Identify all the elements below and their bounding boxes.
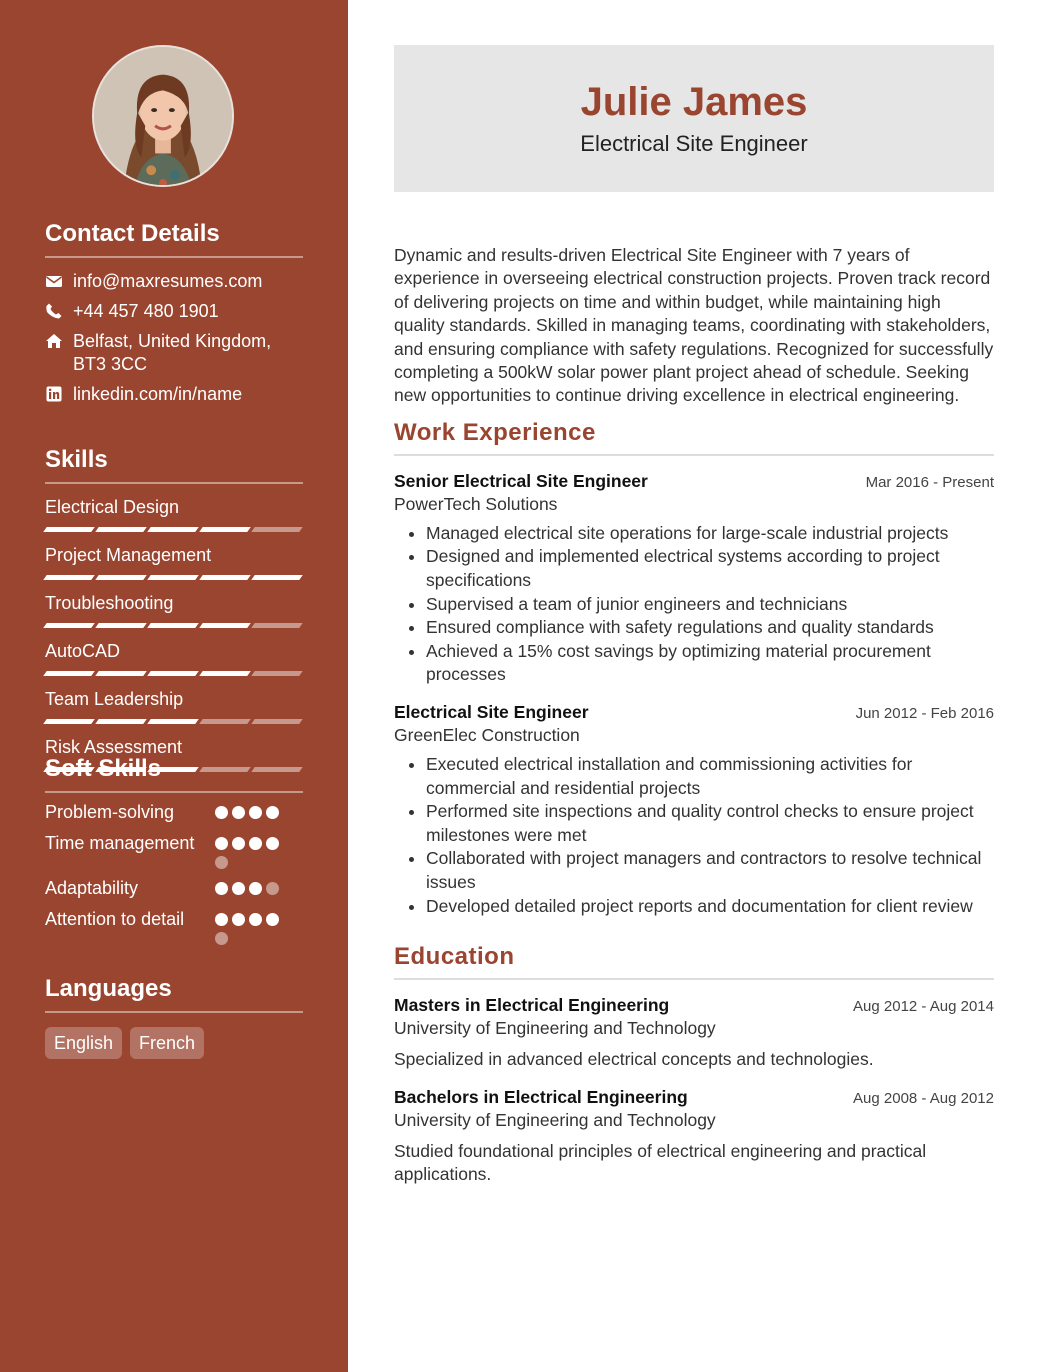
skill-item xyxy=(45,640,303,676)
soft-skill-name: Time management xyxy=(45,833,195,853)
avatar xyxy=(92,45,234,187)
skill-name: AutoCAD xyxy=(45,641,121,661)
education-section xyxy=(394,942,994,1186)
soft-skill-item xyxy=(45,877,303,900)
skill-level-segment xyxy=(95,575,147,580)
soft-skill-name: Attention to detail xyxy=(45,909,185,929)
skill-level-segment xyxy=(199,623,251,628)
work-entry xyxy=(394,701,994,918)
skill-name: Team Leadership xyxy=(45,689,184,709)
work-company: GreenElec Construction xyxy=(394,725,580,745)
skill-name: Project Management xyxy=(45,545,212,565)
work-position: Electrical Site Engineer xyxy=(394,702,589,722)
skill-level-segment xyxy=(43,623,95,628)
work-heading: Work Experience xyxy=(394,418,994,456)
skill-level-bar xyxy=(45,671,303,676)
soft-skill-rating xyxy=(215,832,287,869)
institution: University of Engineering and Technology xyxy=(394,1109,716,1130)
soft-skill-item xyxy=(45,832,303,869)
education-heading: Education xyxy=(394,942,994,980)
work-bullet: • Ensured compliance with safety regulations and quality standards xyxy=(426,616,994,640)
contact-linkedin[interactable] xyxy=(45,383,303,406)
skill-level-segment xyxy=(251,719,303,724)
skill-level-segment xyxy=(147,719,199,724)
skill-level-segment xyxy=(95,623,147,628)
work-entry xyxy=(394,470,994,687)
skill-level-segment xyxy=(199,527,251,532)
skill-level-segment xyxy=(43,527,95,532)
main-content xyxy=(394,45,994,1186)
home-icon xyxy=(45,332,63,350)
skill-item xyxy=(45,592,303,628)
institution: University of Engineering and Technology xyxy=(394,1018,716,1039)
language-tag: English xyxy=(45,1027,122,1059)
skill-level-segment xyxy=(251,575,303,580)
phone-icon xyxy=(45,302,63,320)
skill-item xyxy=(45,544,303,580)
rating-dot xyxy=(266,837,279,850)
skill-level-segment xyxy=(251,527,303,532)
skill-level-segment xyxy=(199,719,251,724)
soft-skills-section xyxy=(45,755,303,945)
rating-dot xyxy=(266,913,279,926)
profile-photo xyxy=(94,47,232,185)
skills-heading: Skills xyxy=(45,446,303,484)
contact-heading: Contact Details xyxy=(45,220,303,258)
rating-dot xyxy=(232,837,245,850)
skill-level-segment xyxy=(147,575,199,580)
skill-level-segment xyxy=(43,575,95,580)
work-entry-header xyxy=(394,470,994,493)
rating-dot xyxy=(266,882,279,895)
languages-heading: Languages xyxy=(45,975,303,1013)
education-dates: Aug 2012 - Aug 2014 xyxy=(853,998,994,1016)
contact-address xyxy=(45,330,303,376)
work-bullet: • Developed detailed project reports and documentation for client review xyxy=(426,895,994,919)
skill-level-segment xyxy=(147,527,199,532)
education-description: Studied foundational principles of electrical engineering and practical applications. xyxy=(394,1140,927,1184)
contact-phone-text: +44 457 480 1901 xyxy=(73,301,219,321)
skill-level-segment xyxy=(95,719,147,724)
degree: Bachelors in Electrical Engineering xyxy=(394,1086,688,1107)
soft-skill-item xyxy=(45,801,303,824)
skill-level-segment xyxy=(251,623,303,628)
education-entry-header xyxy=(394,994,994,1017)
language-tag: French xyxy=(130,1027,204,1059)
languages-section xyxy=(45,975,303,1059)
education-entry xyxy=(394,1086,994,1187)
envelope-icon xyxy=(45,272,63,290)
work-position: Senior Electrical Site Engineer xyxy=(394,470,648,491)
skill-level-bar xyxy=(45,623,303,628)
linkedin-icon xyxy=(45,385,63,403)
soft-skill-item xyxy=(45,908,303,945)
rating-dot xyxy=(249,837,262,850)
soft-skill-name: Problem-solving xyxy=(45,802,175,822)
rating-dot xyxy=(249,882,262,895)
skill-level-segment xyxy=(147,671,199,676)
education-description: Specialized in advanced electrical concepts and technologies. xyxy=(394,1049,874,1070)
contact-address-text: Belfast, United Kingdom, BT3 3CC xyxy=(73,331,272,374)
skill-level-segment xyxy=(43,671,95,676)
rating-dot xyxy=(232,882,245,895)
skill-level-segment xyxy=(95,527,147,532)
skill-level-segment xyxy=(199,671,251,676)
work-entry-header xyxy=(394,701,994,724)
skill-name: Risk Assessment xyxy=(45,737,183,757)
name-header xyxy=(394,45,994,192)
rating-dot xyxy=(249,913,262,926)
rating-dot xyxy=(215,837,228,850)
education-entry xyxy=(394,994,994,1071)
rating-dot xyxy=(215,856,228,869)
soft-skills-heading: Soft Skills xyxy=(45,755,303,793)
education-entry-header xyxy=(394,1086,994,1109)
rating-dot xyxy=(215,806,228,819)
skill-level-bar xyxy=(45,527,303,532)
contact-phone[interactable] xyxy=(45,300,303,323)
work-bullet: • Achieved a 15% cost savings by optimizing material procurement processes xyxy=(426,640,994,687)
work-dates: Jun 2012 - Feb 2016 xyxy=(855,705,994,722)
rating-dot xyxy=(232,913,245,926)
skill-level-segment xyxy=(251,671,303,676)
sidebar xyxy=(0,0,348,1372)
rating-dot xyxy=(266,806,279,819)
rating-dot xyxy=(215,913,228,926)
soft-skill-rating xyxy=(215,801,287,819)
skill-level-segment xyxy=(95,671,147,676)
skills-section xyxy=(45,446,303,772)
contact-email[interactable] xyxy=(45,270,303,293)
skill-name: Troubleshooting xyxy=(45,593,174,613)
skill-level-segment xyxy=(199,575,251,580)
degree: Masters in Electrical Engineering xyxy=(394,995,670,1016)
soft-skill-name: Adaptability xyxy=(45,878,139,898)
rating-dot xyxy=(249,806,262,819)
skill-level-bar xyxy=(45,575,303,580)
soft-skill-rating xyxy=(215,908,287,945)
job-title: Electrical Site Engineer xyxy=(580,131,808,156)
skill-item xyxy=(45,496,303,532)
rating-dot xyxy=(215,932,228,945)
summary: Dynamic and results-driven Electrical Site Engineer with 7 years of experience in overseeing electrical construction projects. Proven track record of delivering projects on time and within budget, while maintaining high quality standards. Skilled in managing teams, coordinating with stakeholders, and ensuring compliance with safety regulations. Recognized for successfully completing a 500kW solar power plant project ahead of schedule. Seeking new opportunities to continue driving excellence in electrical engineering. xyxy=(394,245,994,406)
work-bullet: • Collaborated with project managers and contractors to resolve technical issues xyxy=(426,847,994,894)
work-bullets xyxy=(394,522,994,687)
work-bullet: • Designed and implemented electrical systems according to project specifications xyxy=(426,545,994,592)
candidate-name: Julie James xyxy=(580,80,808,124)
work-bullet: • Executed electrical installation and commissioning activities for commercial and residential projects xyxy=(426,753,994,800)
skill-name: Electrical Design xyxy=(45,497,180,517)
work-bullet: • Supervised a team of junior engineers and technicians xyxy=(426,593,994,617)
skill-level-segment xyxy=(147,623,199,628)
skill-item xyxy=(45,688,303,724)
contact-section xyxy=(45,220,303,406)
work-section xyxy=(394,418,994,918)
work-dates: Mar 2016 - Present xyxy=(865,473,994,491)
skill-level-segment xyxy=(43,719,95,724)
education-dates: Aug 2008 - Aug 2012 xyxy=(853,1089,994,1107)
work-bullet: • Managed electrical site operations for large-scale industrial projects xyxy=(426,522,994,546)
contact-linkedin-text: linkedin.com/in/name xyxy=(73,384,243,404)
contact-email-text: info@maxresumes.com xyxy=(73,271,263,291)
work-company: PowerTech Solutions xyxy=(394,493,558,514)
work-bullet: • Performed site inspections and quality control checks to ensure project milestones were met xyxy=(426,800,994,847)
rating-dot xyxy=(215,882,228,895)
soft-skill-rating xyxy=(215,877,287,895)
rating-dot xyxy=(232,806,245,819)
skill-level-bar xyxy=(45,719,303,724)
work-bullets xyxy=(394,753,994,918)
